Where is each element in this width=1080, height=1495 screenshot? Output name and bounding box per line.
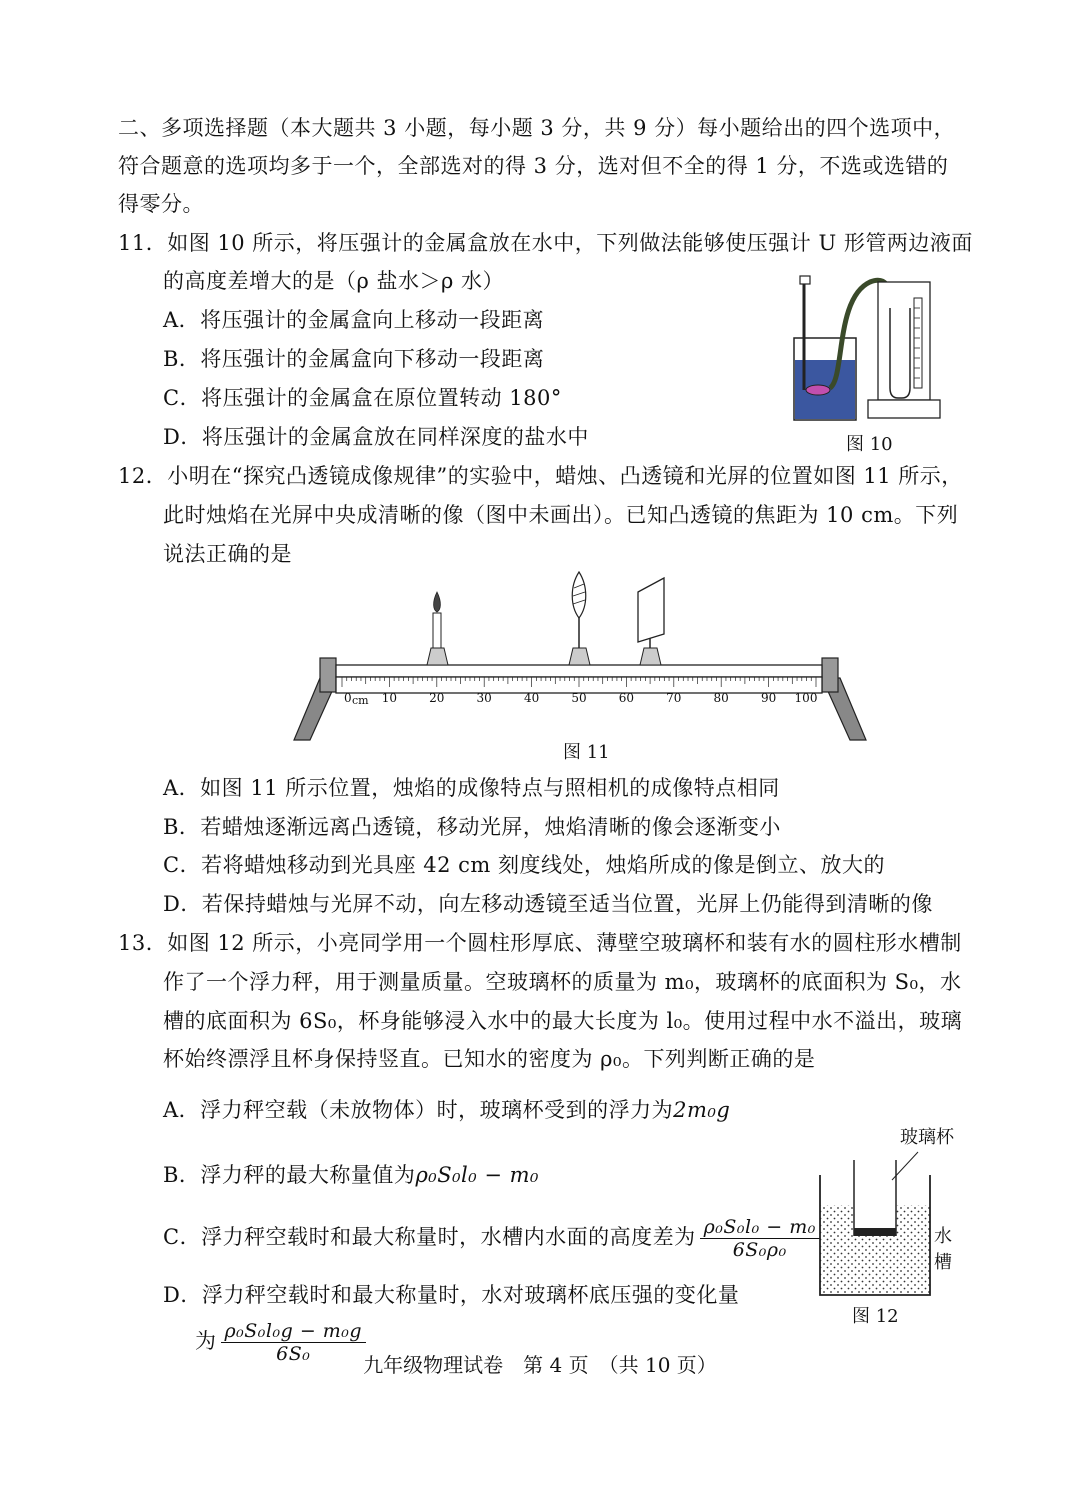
figure-12-label-tank-1: 水 [934, 1226, 952, 1247]
q12-stem-line-1: 12．小明在“探究凸透镜成像规律”的实验中，蜡烛、凸透镜和光屏的位置如图 11 所示， [118, 464, 963, 488]
q13-option-c-denominator: 6S₀ρ₀ [732, 1239, 787, 1261]
q13-option-a [163, 1097, 730, 1123]
figure-12-label-cup: 玻璃杯 [900, 1127, 954, 1148]
q12-stem-line-3: 说法正确的是 [163, 542, 292, 566]
q13-option-d: D．浮力秤空载时和最大称量时，水对玻璃杯底压强的变化量 [163, 1283, 740, 1307]
ruler-label: 80 [713, 691, 729, 705]
q11-option-c: C．将压强计的金属盒在原位置转动 180° [163, 386, 562, 410]
section-header-line-2: 符合题意的选项均多于一个，全部选对的得 3 分，选对但不全的得 1 分，不选或选错的 [118, 154, 949, 178]
q13-stem-line-1: 13．如图 12 所示，小亮同学用一个圆柱形厚底、薄壁空玻璃杯和装有水的圆柱形水槽制 [118, 931, 962, 955]
ruler-label: 100 [794, 691, 818, 705]
q13-option-b-formula: ρ₀S₀l₀ − m₀ [415, 1163, 539, 1187]
q13-stem-line-3: 槽的底面积为 6S₀，杯身能够浸入水中的最大长度为 l₀。使用过程中水不溢出，玻璃 [163, 1009, 963, 1033]
ruler-label: 90 [760, 691, 777, 705]
q12-option-c: C．若将蜡烛移动到光具座 42 cm 刻度线处，烛焰所成的像是倒立、放大的 [163, 853, 885, 877]
ruler-label: 70 [666, 691, 682, 705]
q13-option-a-text: A．浮力秤空载（未放物体）时，玻璃杯受到的浮力为 [163, 1098, 674, 1122]
figure-11-optical-bench [290, 568, 870, 748]
q11-stem-line-2: 的高度差增大的是（ρ 盐水＞ρ 水） [163, 269, 505, 293]
figure-12-float-scale [808, 1150, 938, 1300]
ruler-label: 30 [476, 691, 492, 705]
q13-option-c-fraction [700, 1216, 820, 1261]
ruler-label: 10 [381, 691, 398, 705]
q11-option-a: A．将压强计的金属盒向上移动一段距离 [163, 308, 545, 332]
q12-option-b: B．若蜡烛逐渐远离凸透镜，移动光屏，烛焰清晰的像会逐渐变小 [163, 815, 781, 839]
q13-stem-line-4: 杯始终漂浮且杯身保持竖直。已知水的密度为 ρ₀。下列判断正确的是 [163, 1047, 816, 1071]
ruler-label: 50 [571, 691, 587, 705]
q13-option-b-text: B．浮力秤的最大称量值为 [163, 1163, 416, 1187]
figure-12-label-tank-2: 槽 [934, 1252, 952, 1273]
ruler-unit: cm [352, 694, 369, 707]
q13-option-c [163, 1212, 820, 1262]
q11-option-d: D．将压强计的金属盒放在同样深度的盐水中 [163, 425, 589, 449]
ruler-label: 40 [523, 691, 540, 705]
q13-option-d-prefix: 为 [195, 1329, 217, 1353]
ruler-label: 60 [618, 691, 635, 705]
q12-option-a: A．如图 11 所示位置，烛焰的成像特点与照相机的成像特点相同 [163, 776, 780, 800]
q11-option-b: B．将压强计的金属盒向下移动一段距离 [163, 347, 545, 371]
q12-stem-line-2: 此时烛焰在光屏中央成清晰的像（图中未画出）。已知凸透镜的焦距为 10 cm。下列 [163, 503, 959, 527]
q13-option-c-numerator: ρ₀S₀l₀ − m₀ [700, 1216, 820, 1239]
q11-stem-line-1: 11．如图 10 所示，将压强计的金属盒放在水中，下列做法能够使压强计 U 形管两边液面 [118, 231, 973, 255]
page-footer: 九年级物理试卷 第 4 页 （共 10 页） [363, 1353, 717, 1377]
q13-option-d-numerator: ρ₀S₀l₀g − m₀g [221, 1320, 367, 1343]
q13-option-c-text: C．浮力秤空载时和最大称量时，水槽内水面的高度差为 [163, 1225, 696, 1249]
q12-option-d: D．若保持蜡烛与光屏不动，向左移动透镜至适当位置，光屏上仍能得到清晰的像 [163, 892, 933, 916]
section-header-line-1: 二、多项选择题（本大题共 3 小题，每小题 3 分，共 9 分）每小题给出的四个选项中， [118, 116, 956, 140]
figure-10-pressure-gauge [780, 268, 960, 428]
figure-10-caption: 图 10 [846, 434, 893, 455]
figure-11-caption: 图 11 [563, 742, 610, 763]
q13-option-a-formula: 2m₀g [673, 1098, 731, 1122]
q13-option-d-denominator: 6S₀ [276, 1343, 311, 1365]
ruler-label: 0 [344, 691, 352, 705]
figure-12-caption: 图 12 [852, 1306, 899, 1327]
ruler-label: 20 [429, 691, 445, 705]
q13-stem-line-2: 作了一个浮力秤，用于测量质量。空玻璃杯的质量为 m₀，玻璃杯的底面积为 S₀，水 [163, 970, 962, 994]
section-header-line-3: 得零分。 [118, 192, 204, 216]
q13-option-b [163, 1162, 539, 1188]
